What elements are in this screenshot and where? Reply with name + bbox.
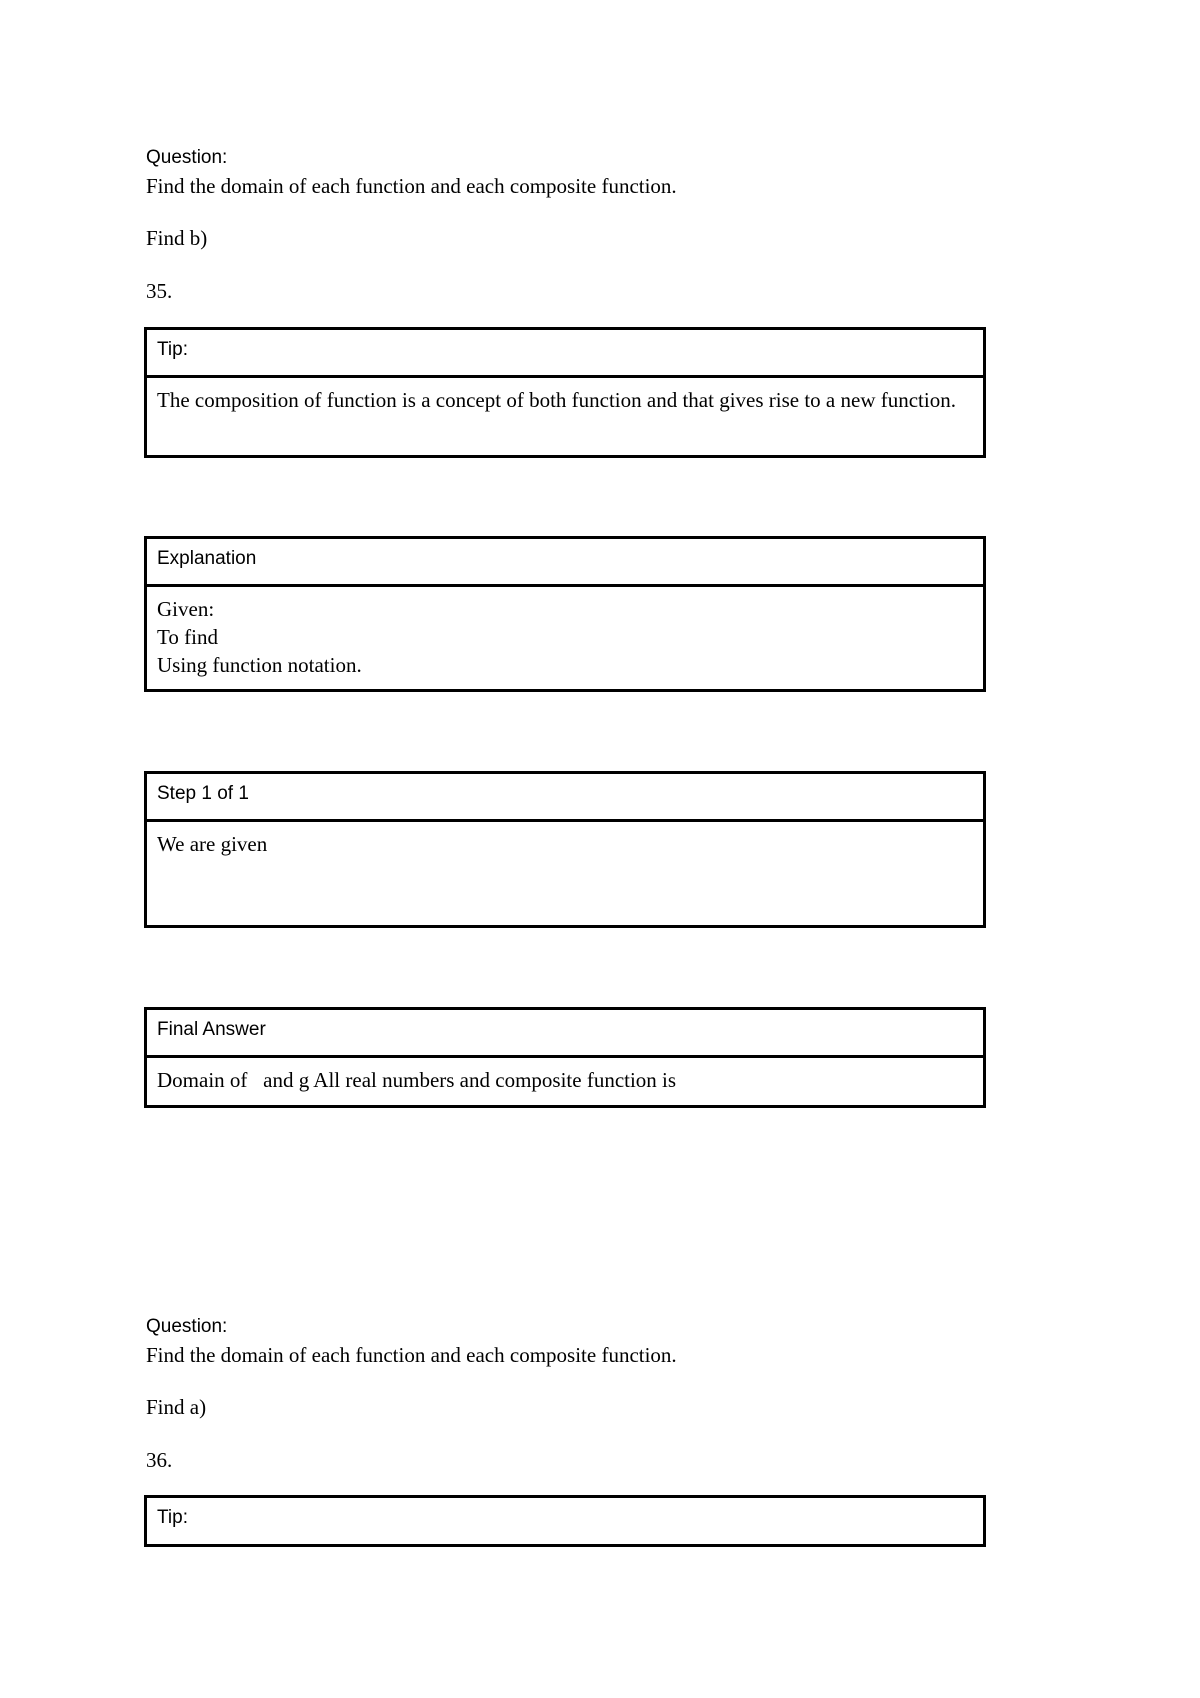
question-text: Find the domain of each function and each composite function. [146, 1343, 677, 1367]
final-answer-text: Domain of and g All real numbers and composite function is [157, 1068, 677, 1092]
find-part [146, 224, 207, 252]
step-text: We are given [157, 832, 268, 856]
final-answer-box [144, 1007, 986, 1108]
tip-title: Tip: [157, 1507, 188, 1528]
question-label: Question: [146, 147, 228, 168]
tip-text: The composition of function is a concept of both function and that gives rise to a new function. [157, 388, 956, 412]
question-36 [146, 1313, 677, 1369]
step-title: Step 1 of 1 [147, 774, 983, 822]
question-number-text: 35. [146, 279, 173, 303]
question-35 [146, 144, 677, 200]
question-text: Find the domain of each function and each composite function. [146, 174, 677, 198]
find-label: Find b) [146, 226, 208, 250]
find-part [146, 1393, 206, 1421]
find-label: Find a) [146, 1395, 207, 1419]
explanation-box [144, 536, 986, 692]
final-answer-title: Final Answer [147, 1010, 983, 1058]
explanation-line: Using function notation. [157, 653, 362, 677]
question-number [146, 277, 172, 305]
tip-box [144, 327, 986, 458]
explanation-line: Given: [157, 597, 215, 621]
question-number [146, 1446, 172, 1474]
tip-title: Tip: [147, 330, 983, 378]
question-number-text: 36. [146, 1448, 173, 1472]
explanation-title: Explanation [147, 539, 983, 587]
explanation-line: To find [157, 625, 218, 649]
step-box [144, 771, 986, 928]
tip-box-2 [144, 1495, 986, 1547]
question-label: Question: [146, 1316, 228, 1337]
